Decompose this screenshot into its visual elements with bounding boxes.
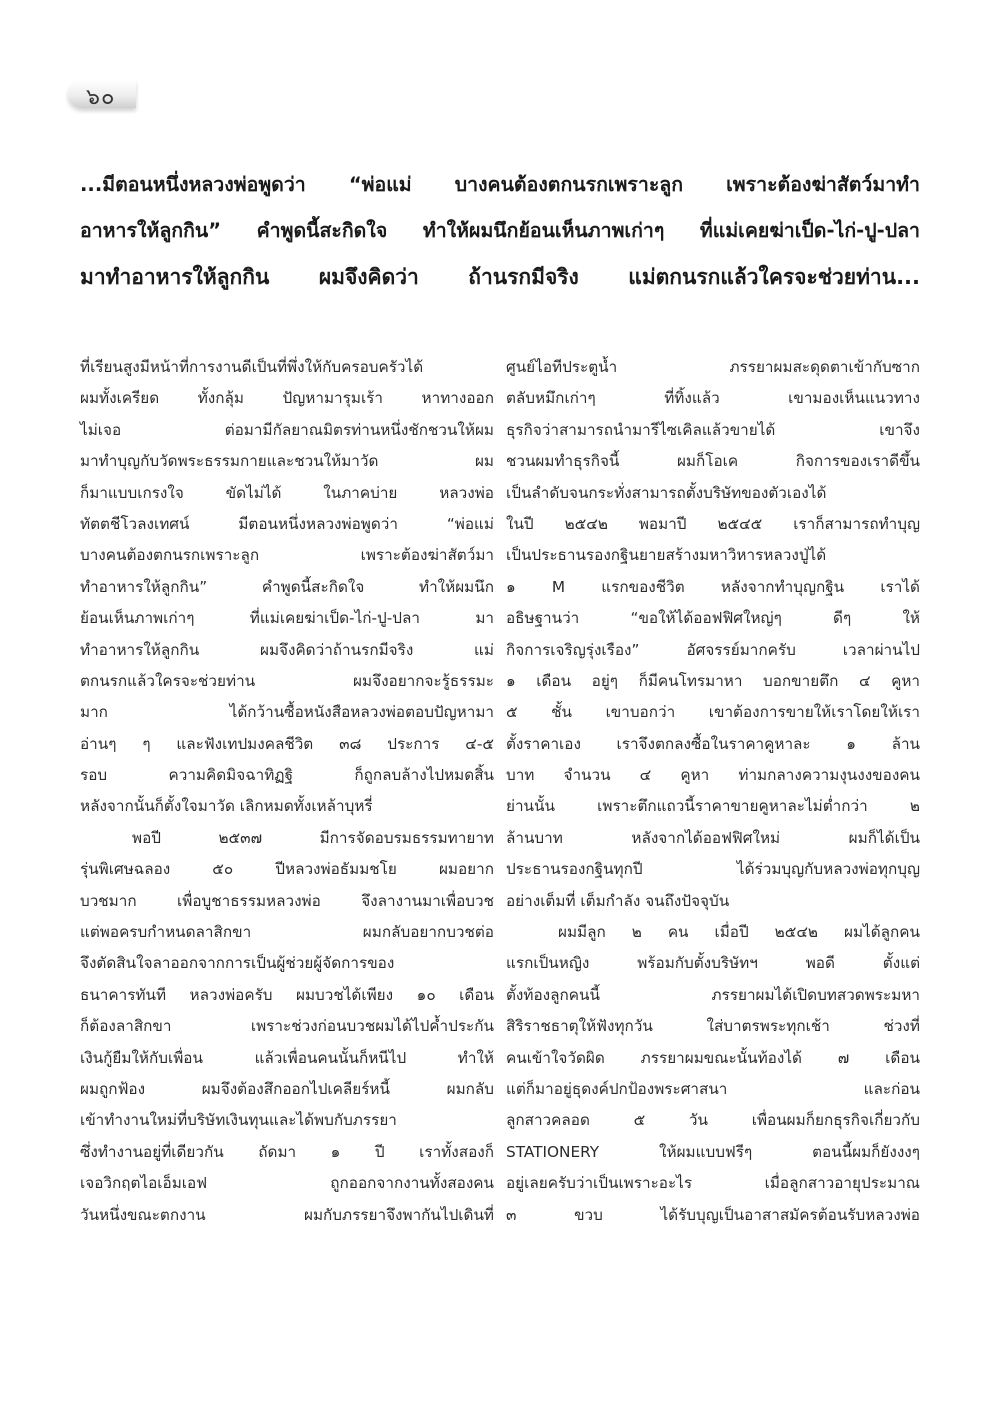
body-line: อย่างเต็มที่ เต็มกำลัง จนถึงปัจจุบัน	[506, 891, 730, 910]
body-line: ก็มาแบบเกรงใจ ขัดไม่ได้ ในภาคบ่าย หลวงพ่อ	[80, 483, 494, 502]
body-line: ชวนผมทำธุรกิจนี้ ผมก็โอเค กิจการของเราดีขึ้น	[506, 452, 920, 471]
body-line: เข้าทำงานใหม่ที่บริษัทเงินทุนและได้พบกับภรรยา	[80, 1111, 397, 1130]
body-line: STATIONERY ให้ผมแบบฟรีๆ ตอนนี้ผมก็ยังงงๆ	[506, 1142, 920, 1161]
page-number: ๖๐	[86, 85, 116, 110]
body-line: ประธานรองกฐินทุกปี ได้ร่วมบุญกับหลวงพ่อทุกบุญ	[506, 860, 920, 879]
body-line: บวชมาก เพื่อบูชาธรรมหลวงพ่อ จึงลางานมาเพื่อบวช	[80, 891, 494, 910]
body-line: ทำอาหารให้ลูกกิน ผมจึงคิดว่าถ้านรกมีจริง แม่	[80, 640, 494, 659]
body-line: เงินกู้ยืมให้กับเพื่อน แล้วเพื่อนคนนั้นก็หนีไป ทำให้	[80, 1048, 494, 1067]
body-line: จึงตัดสินใจลาออกจากการเป็นผู้ช่วยผู้จัดการของ	[80, 954, 395, 973]
body-line: ทำอาหารให้ลูกกิน” คำพูดนี้สะกิดใจ ทำให้ผมนึก	[80, 577, 494, 596]
right-column	[506, 352, 920, 1231]
body-line: มาก ได้กว้านซื้อหนังสือหลวงพ่อตอบปัญหามา	[80, 703, 494, 722]
body-line: ก็ต้องลาสิกขา เพราะช่วงก่อนบวชผมได้ไปค้ำประกัน	[80, 1017, 494, 1036]
body-line: ธนาคารทันที หลวงพ่อครับ ผมบวชได้เพียง ๑๐ เดือน	[80, 985, 494, 1004]
body-line: ตั้งราคาเอง เราจึงตกลงซื้อในราคาคูหาละ ๑ ล้าน	[506, 734, 920, 753]
body-line: ผมทั้งเครียด ทั้งกลุ้ม ปัญหามารุมเร้า หาทางออก	[80, 389, 494, 408]
pull-quote-line: อาหารให้ลูกกิน” คำพูดนี้สะกิดใจ ทำให้ผมนึกย้อนเห็นภาพเก่าๆ ที่แม่เคยฆ่าเป็ด-ไก่-ปู-ปลา	[80, 219, 920, 242]
body-line: แรกเป็นหญิง พร้อมกับตั้งบริษัทฯ พอดี ตั้งแต่	[506, 954, 920, 973]
body-line: ในปี ๒๕๔๒ พอมาปี ๒๕๔๕ เราก็สามารถทำบุญ	[506, 514, 920, 533]
body-line: รอบ ความคิดมิจฉาทิฏฐิ ก็ถูกลบล้างไปหมดสิ้น	[80, 766, 494, 785]
paragraph-start-line: พอปี ๒๕๓๗ มีการจัดอบรมธรรมทายาท	[132, 828, 494, 847]
body-line: บางคนต้องตกนรกเพราะลูก เพราะต้องฆ่าสัตว์มา	[80, 546, 494, 565]
pull-quote-line: ...มีตอนหนึ่งหลวงพ่อพูดว่า “พ่อแม่ บางคนต้องตกนรกเพราะลูก เพราะต้องฆ่าสัตว์มาทำ	[80, 173, 920, 196]
paragraph-start-line: ผมมีลูก ๒ คน เมื่อปี ๒๕๔๒ ผมได้ลูกคน	[558, 923, 920, 942]
body-line: คนเข้าใจวัดผิด ภรรยาผมขณะนั้นท้องได้ ๗ เดือน	[506, 1048, 920, 1067]
body-line: ๕ ชั้น เขาบอกว่า เขาต้องการขายให้เราโดยให้เรา	[506, 703, 920, 722]
body-line: ๑ M แรกของชีวิต หลังจากทำบุญกฐิน เราได้	[506, 577, 920, 596]
body-line: ตกนรกแล้วใครจะช่วยท่าน ผมจึงอยากจะรู้ธรรมะ	[80, 671, 494, 690]
body-line: บาท จำนวน ๔ คูหา ท่ามกลางความงุนงงของคน	[506, 766, 920, 785]
body-line: หลังจากนั้นก็ตั้งใจมาวัด เลิกหมดทั้งเหล้าบุหรี่	[80, 797, 373, 816]
body-line: ที่เรียนสูงมีหน้าที่การงานดีเป็นที่พึ่งให้กับครอบครัวได้	[80, 358, 424, 376]
pull-quote-line: มาทำอาหารให้ลูกกิน ผมจึงคิดว่า ถ้านรกมีจริง แม่ตกนรกแล้วใครจะช่วยท่าน...	[80, 265, 920, 289]
body-line: ธุรกิจว่าสามารถนำมารีไซเคิลแล้วขายได้ เขาจึง	[506, 420, 920, 439]
body-line: สิริราชธาตุให้ฟังทุกวัน ใส่บาตรพระทุกเช้า ช่วงที่	[506, 1017, 920, 1036]
body-line: ซึ่งทำงานอยู่ที่เดียวกัน ถัดมา ๑ ปี เราทั้งสองก็	[80, 1142, 494, 1161]
body-line: เป็นลำดับจนกระทั่งสามารถตั้งบริษัทของตัวเองได้	[506, 483, 827, 502]
body-line: ย้อนเห็นภาพเก่าๆ ที่แม่เคยฆ่าเป็ด-ไก่-ปู-ปลา มา	[80, 609, 494, 628]
body-line: รุ่นพิเศษฉลอง ๕๐ ปีหลวงพ่อธัมมชโย ผมอยาก	[80, 860, 494, 879]
body-line: ตั้งท้องลูกคนนี้ ภรรยาผมได้เปิดบทสวดพระมหา	[506, 985, 920, 1004]
body-line: เป็นประธานรองกฐินยายสร้างมหาวิหารหลวงปู่ได้	[506, 546, 827, 565]
body-line: ๓ ขวบ ได้รับบุญเป็นอาสาสมัครต้อนรับหลวงพ่อ	[506, 1205, 920, 1224]
body-line: ล้านบาท หลังจากได้ออฟฟิศใหม่ ผมก็ได้เป็น	[506, 828, 920, 847]
body-line: อยู่เลยครับว่าเป็นเพราะอะไร เมื่อลูกสาวอายุประมาณ	[506, 1174, 920, 1193]
body-line: เจอวิกฤตไอเอ็มเอฟ ถูกออกจากงานทั้งสองคน	[80, 1174, 494, 1193]
body-line: ลูกสาวคลอด ๕ วัน เพื่อนผมก็ยกธุรกิจเกี่ยวกับ	[506, 1111, 920, 1130]
body-line: แต่พอครบกำหนดลาสิกขา ผมกลับอยากบวชต่อ	[80, 923, 494, 942]
body-line: กิจการเจริญรุ่งเรือง” อัศจรรย์มากครับ เวลาผ่านไป	[506, 640, 920, 659]
body-line: แต่ก็มาอยู่ธุดงค์ปกป้องพระศาสนา และก่อน	[506, 1079, 920, 1098]
pull-quote	[80, 162, 920, 300]
body-line: อธิษฐานว่า “ขอให้ได้ออฟฟิศใหญ่ๆ ดีๆ ให้	[506, 609, 920, 628]
body-line: วันหนึ่งขณะตกงาน ผมกับภรรยาจึงพากันไปเดินที่	[80, 1205, 494, 1224]
body-line: ทัตตชีโวลงเทศน์ มีตอนหนึ่งหลวงพ่อพูดว่า “พ่อแม่	[80, 514, 494, 533]
body-line: ๑ เดือน อยู่ๆ ก็มีคนโทรมาหา บอกขายตึก ๔ คูหา	[506, 671, 920, 690]
body-line: อ่านๆ ๆ และฟังเทปมงคลชีวิต ๓๘ ประการ ๔-๕	[80, 734, 494, 753]
body-line: ผมถูกฟ้อง ผมจึงต้องสึกออกไปเคลียร์หนี้ ผมกลับ	[80, 1079, 494, 1098]
body-line: ย่านนั้น เพราะตึกแถวนี้ราคาขายคูหาละไม่ต่ำกว่า ๒	[506, 797, 920, 816]
body-line: มาทำบุญกับวัดพระธรรมกายและชวนให้มาวัด ผม	[80, 452, 494, 471]
body-line: ศูนย์ไอทีประตูน้ำ ภรรยาผมสะดุดตาเข้ากับซาก	[506, 358, 920, 376]
left-column	[80, 352, 494, 1231]
body-line: ตลับหมึกเก่าๆ ที่ทิ้งแล้ว เขามองเห็นแนวทาง	[506, 389, 920, 408]
body-line: ไม่เจอ ต่อมามีกัลยาณมิตรท่านหนึ่งชักชวนให้ผม	[80, 420, 494, 439]
